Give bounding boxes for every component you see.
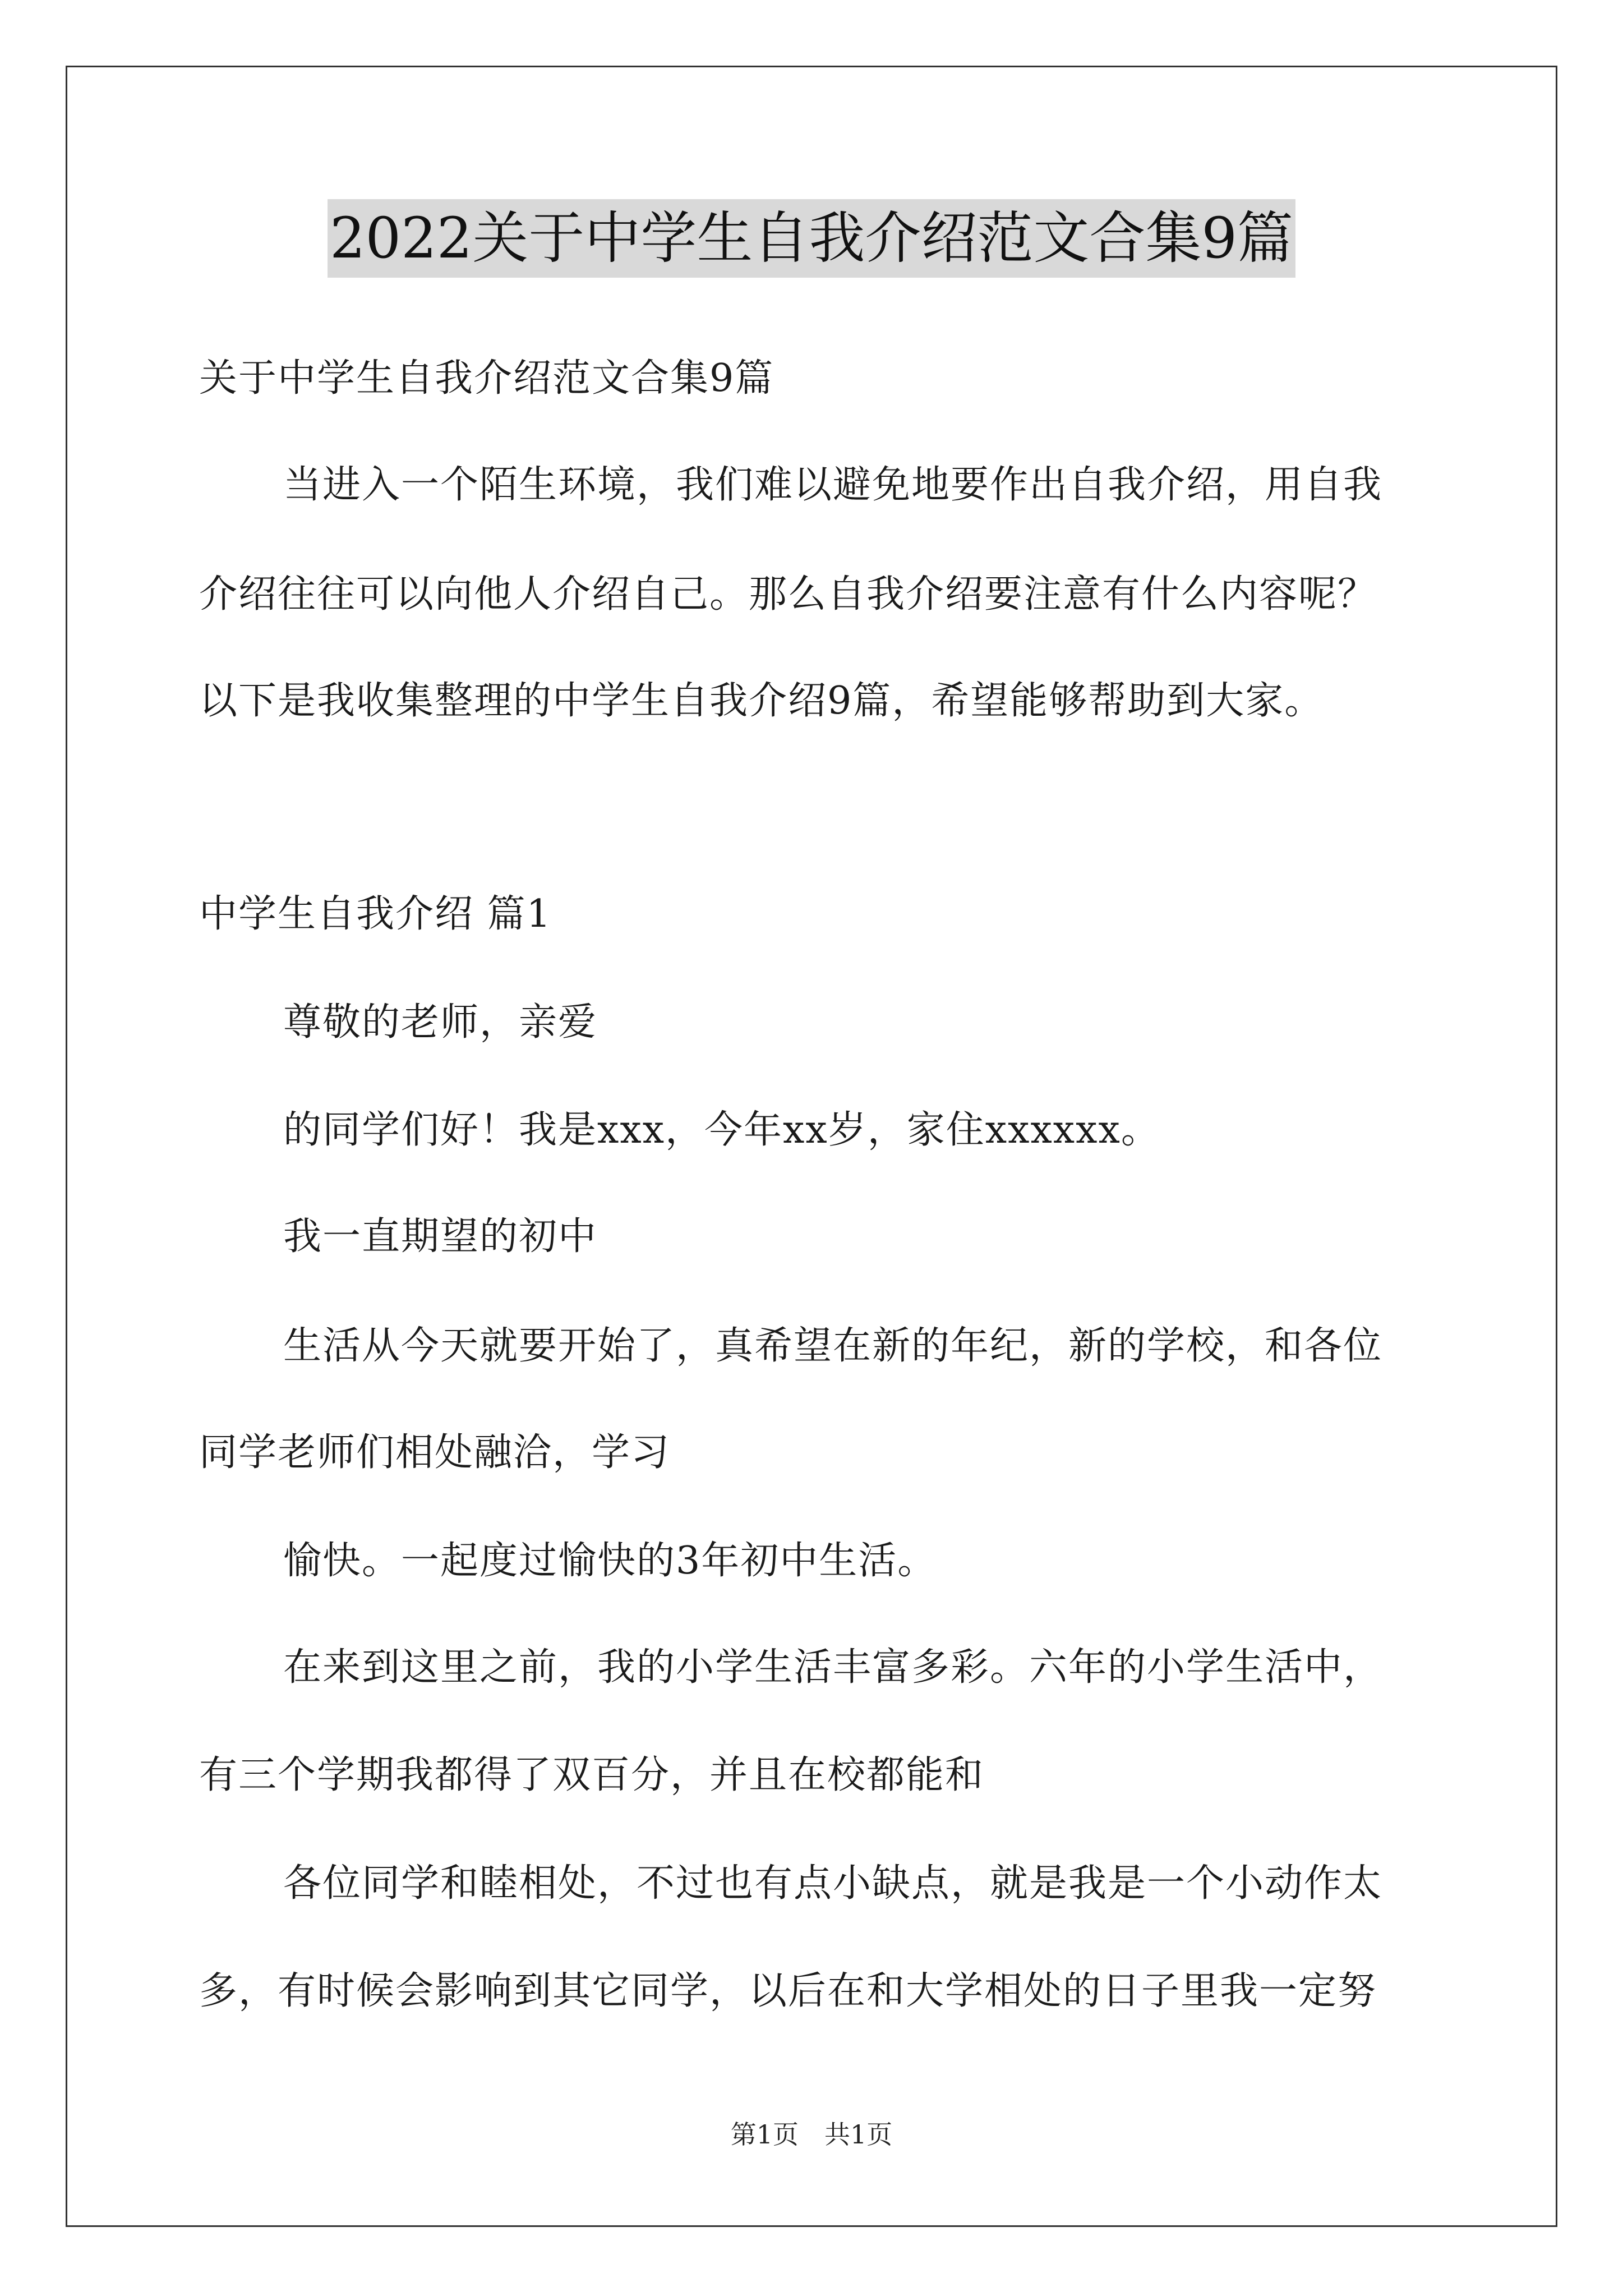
document-title: 2022关于中学生自我介绍范文合集9篇 bbox=[328, 199, 1295, 278]
page-number-footer: 第1页 共1页 bbox=[730, 2119, 893, 2150]
paragraph-line: 在来到这里之前，我的小学生活丰富多彩。六年的小学生活中， bbox=[283, 1645, 1383, 1690]
paragraph-line: 生活从今天就要开始了，真希望在新的年纪，新的学校，和各位 bbox=[283, 1324, 1383, 1368]
section-heading: 中学生自我介绍 篇1 bbox=[199, 892, 552, 936]
paragraph-line: 同学老师们相处融洽，学习 bbox=[199, 1430, 671, 1475]
paragraph-line: 我一直期望的初中 bbox=[283, 1214, 598, 1259]
paragraph-line: 愉快。一起度过愉快的3年初中生活。 bbox=[283, 1539, 937, 1583]
paragraph-line: 以下是我收集整理的中学生自我介绍9篇，希望能够帮助到大家。 bbox=[199, 679, 1324, 723]
title-container bbox=[0, 199, 1623, 278]
paragraph-line: 有三个学期我都得了双百分，并且在校都能和 bbox=[199, 1753, 985, 1797]
subtitle-line: 关于中学生自我介绍范文合集9篇 bbox=[199, 356, 774, 401]
paragraph-line: 介绍往往可以向他人介绍自己。那么自我介绍要注意有什么内容呢？ bbox=[199, 572, 1377, 616]
paragraph-line: 尊敬的老师，亲爱 bbox=[283, 1000, 598, 1045]
paragraph-line: 多，有时候会影响到其它同学，以后在和大学相处的日子里我一定努 bbox=[199, 1969, 1377, 2013]
paragraph-line: 的同学们好！我是xxx，今年xx岁，家住xxxxxx。 bbox=[283, 1108, 1160, 1152]
paragraph-line: 当进入一个陌生环境，我们难以避免地要作出自我介绍，用自我 bbox=[283, 463, 1383, 507]
paragraph-line: 各位同学和睦相处，不过也有点小缺点，就是我是一个小动作太 bbox=[283, 1861, 1383, 1906]
